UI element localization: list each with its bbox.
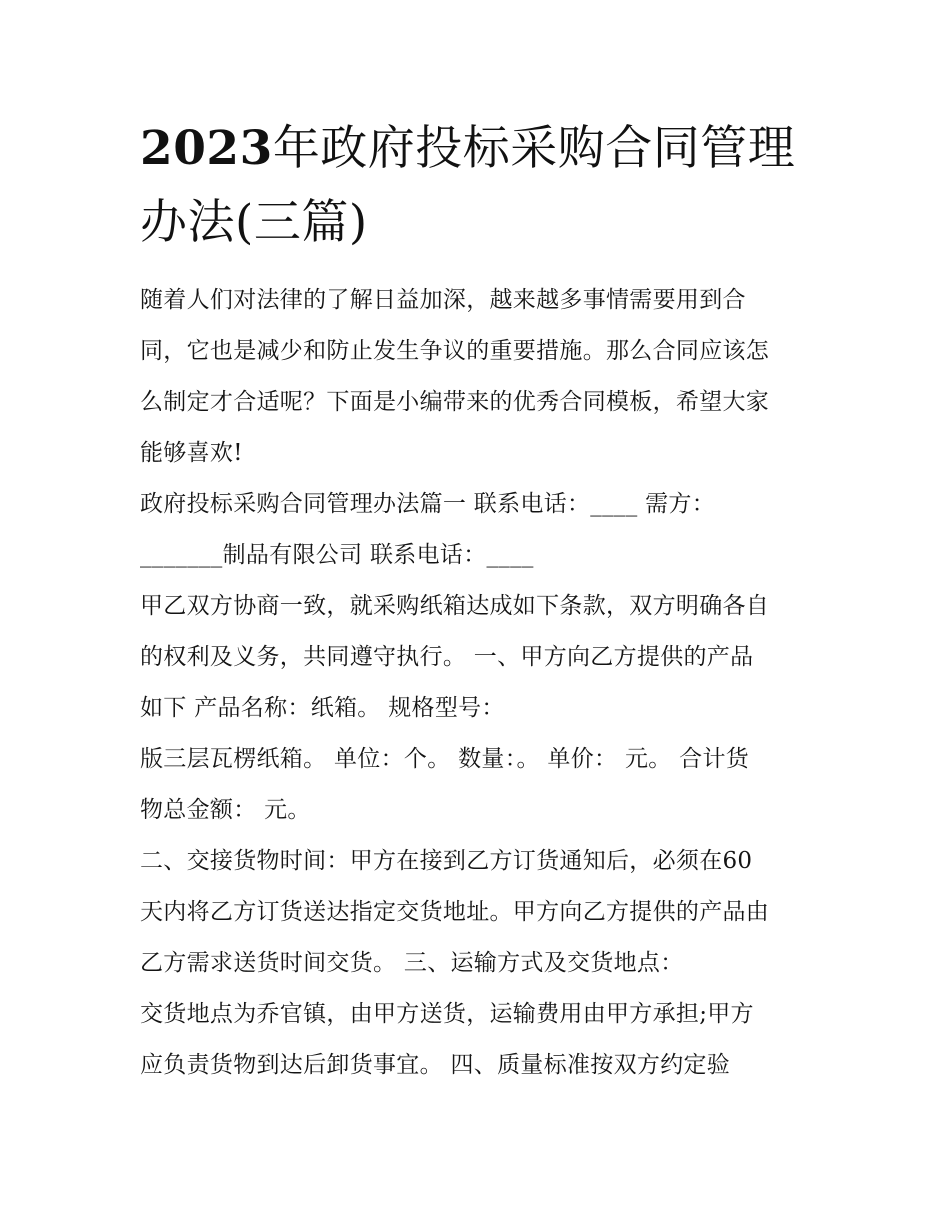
body-line-3: 么制定才合适呢？下面是小编带来的优秀合同模板，希望大家 (140, 389, 770, 415)
body-line-6: _______制品有限公司 联系电话：____ (140, 542, 534, 568)
title-year: 2023 (140, 121, 273, 176)
title-line1-text: 年政府投标采购合同管理 (272, 121, 796, 176)
body-line-12: 二、交接货物时间：甲方在接到乙方订货通知后，必须在60 (140, 848, 753, 874)
body-line-7: 甲乙双方协商一致，就采购纸箱达成如下条款，双方明确各自 (140, 593, 770, 619)
body-line-9: 如下 产品名称：纸箱。 规格型号： (140, 695, 505, 721)
body-line-16: 应负责货物到达后卸货事宜。 四、质量标准按双方约定验 (140, 1052, 731, 1078)
body-line-2: 同，它也是减少和防止发生争议的重要措施。那么合同应该怎 (140, 338, 770, 364)
body-line-11: 物总金额： 元。 (140, 797, 311, 823)
body-line-4: 能够喜欢! (140, 440, 243, 466)
body-line-15: 交货地点为乔官镇，由甲方送货，运输费用由甲方承担;甲方 (140, 1001, 754, 1027)
body-line-14: 乙方需求送货时间交货。 三、运输方式及交货地点： (140, 950, 684, 976)
document-title (140, 112, 820, 260)
body-line-8: 的权利及义务，共同遵守执行。 一、甲方向乙方提供的产品 (140, 644, 754, 670)
title-line2-text: 办法(三篇) (140, 195, 368, 250)
body-line-10: 版三层瓦楞纸箱。 单位：个。 数量：。 单价： 元。 合计货 (140, 746, 750, 772)
body-line-13: 天内将乙方订货送达指定交货地址。甲方向乙方提供的产品由 (140, 899, 770, 925)
body-line-5: 政府投标采购合同管理办法篇一 联系电话：____ 需方： (140, 491, 716, 517)
body-line-1: 随着人们对法律的了解日益加深，越来越多事情需要用到合 (140, 287, 746, 313)
